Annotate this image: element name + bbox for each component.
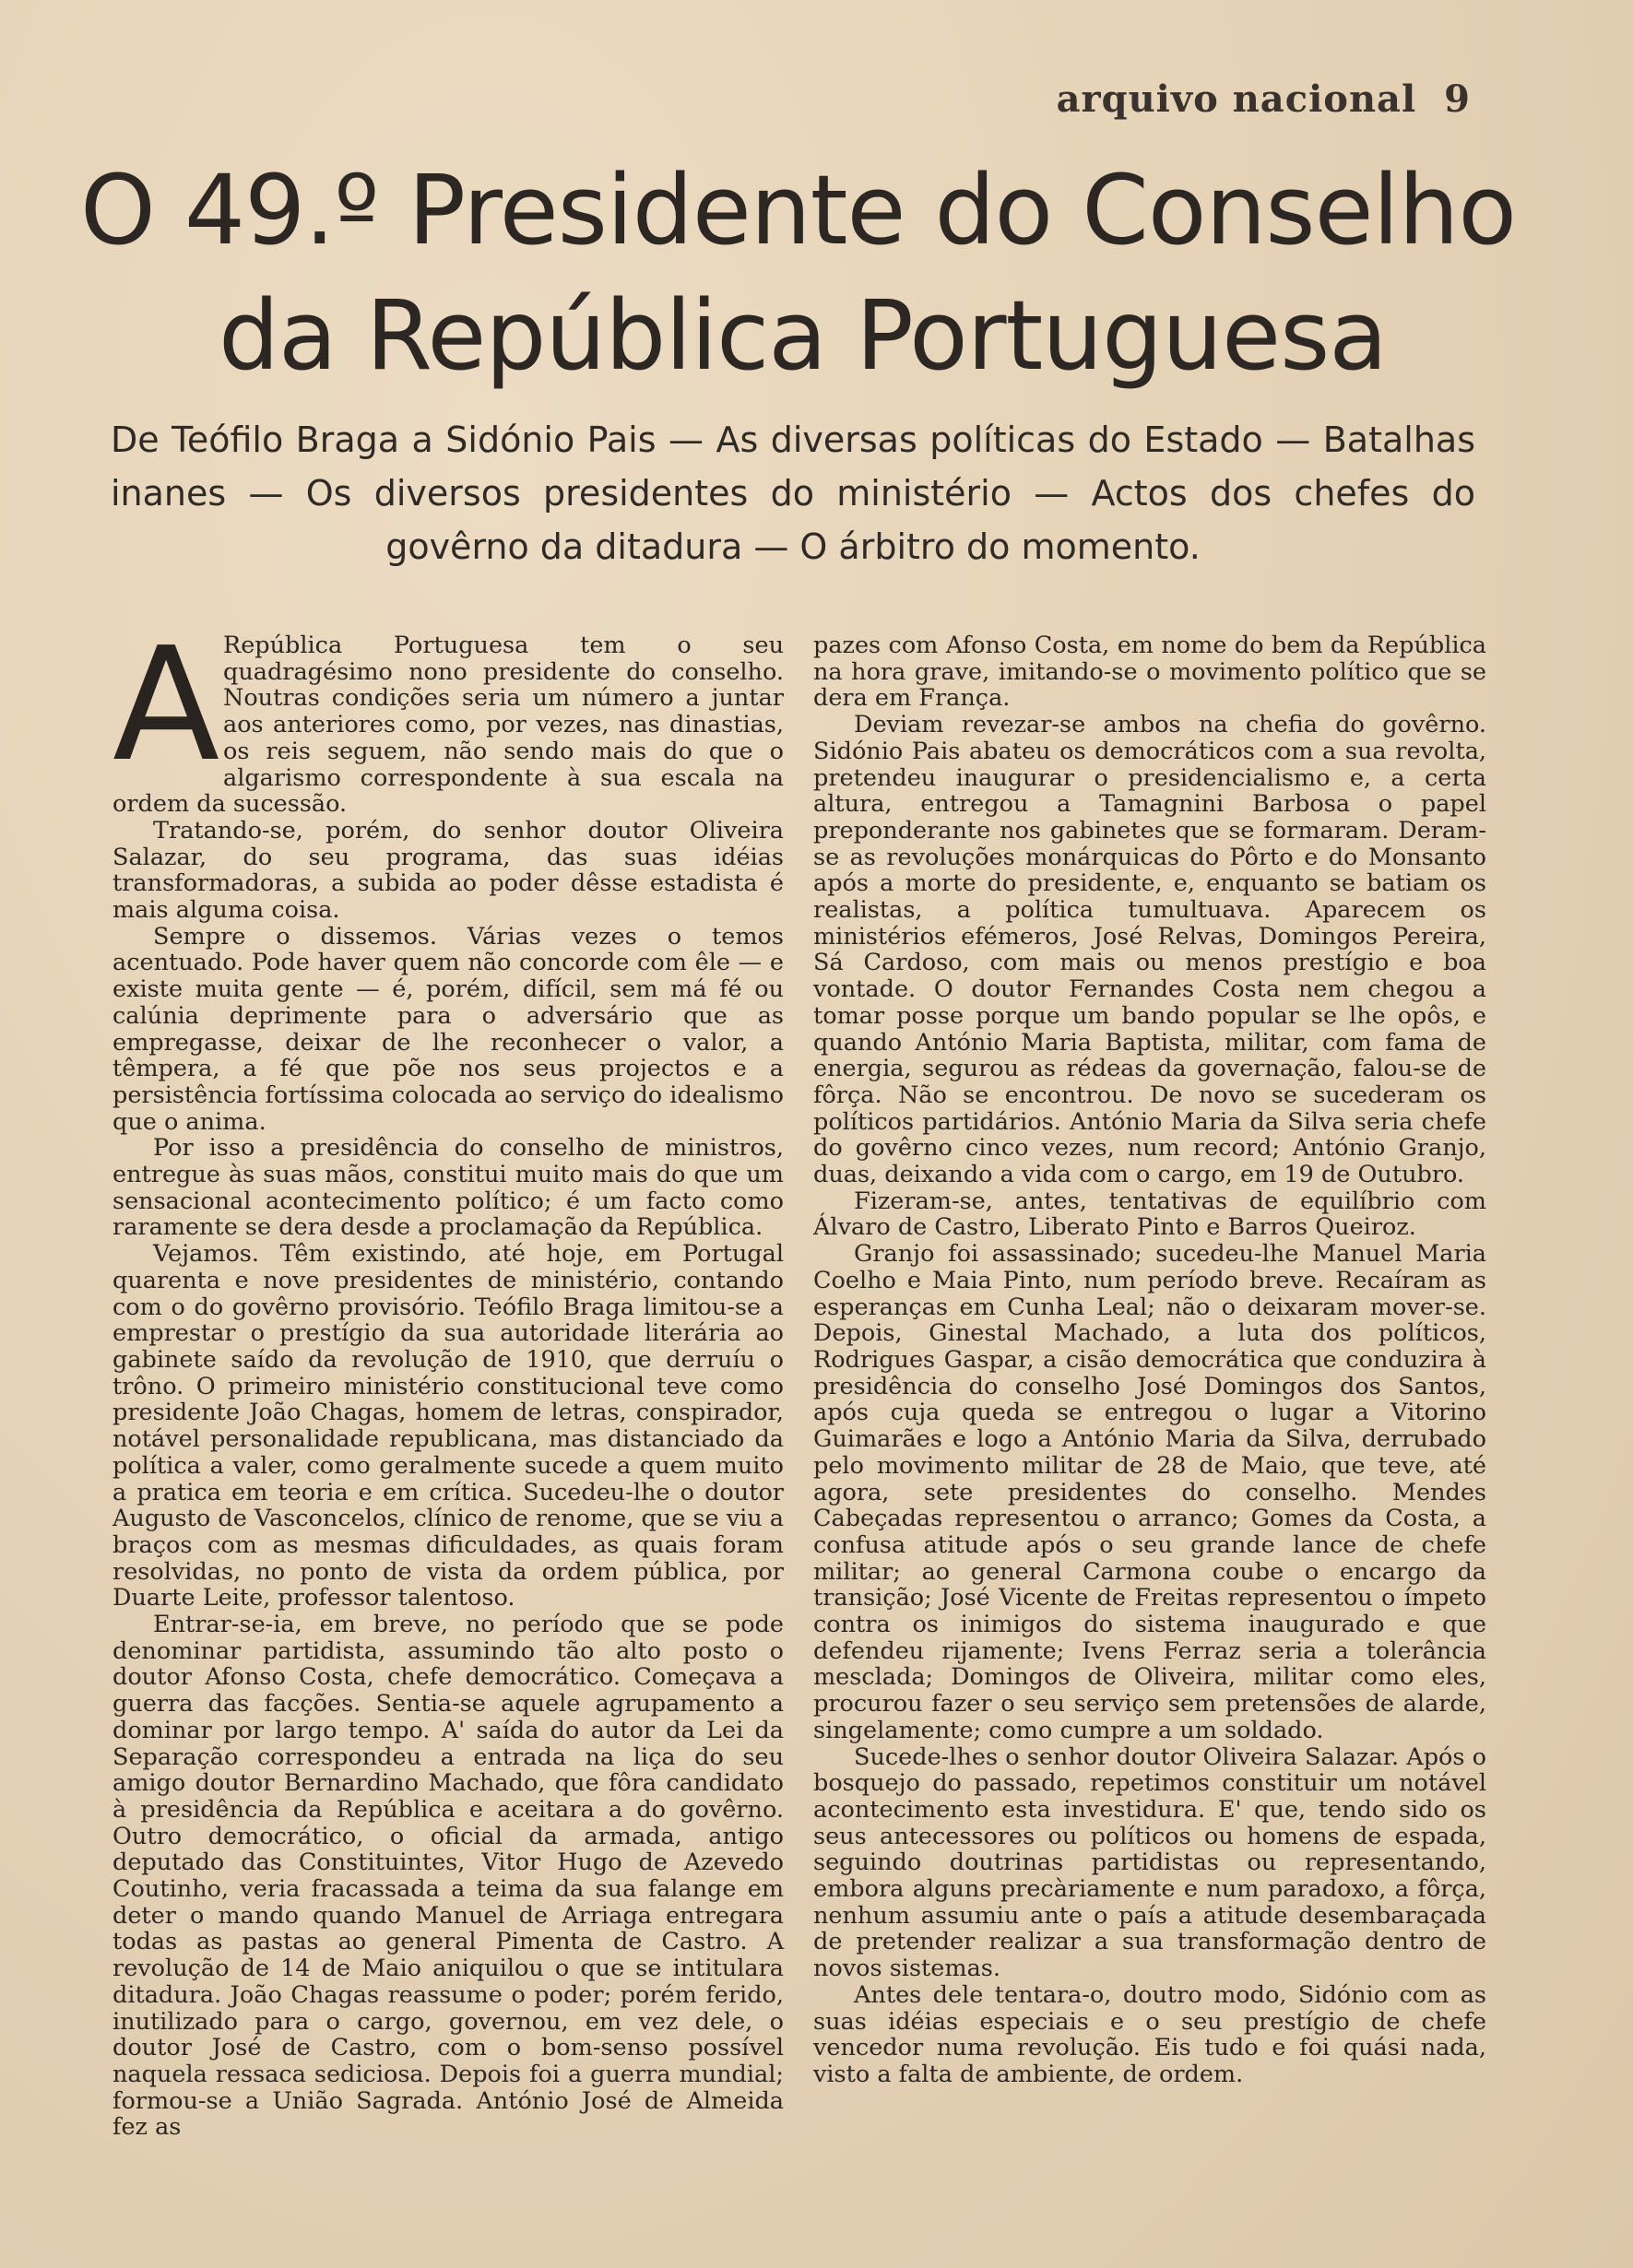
paragraph: pazes com Afonso Costa, em nome do bem da República na hora grave, imitando-se o movimento político que se dera em França. <box>813 632 1486 713</box>
paragraph: Entrar-se-ia, em breve, no período que se pode denominar partidista, assumindo tão alto posto o doutor Afonso Costa, chefe democrático. Começava a guerra das facções. Sentia-se aquele agrupamento a dominar por largo tempo. A' saída do autor da Lei da Separação correspondeu a entrada na liça do seu amigo doutor Bernardino Machado, que fôra candidato à presidência da República e aceitara a do govêrno. Outro democrático, o oficial da armada, antigo deputado das Constituintes, Vitor Hugo de Azevedo Coutinho, veria fracassada a teima da sua falange em deter o mando quando Manuel de Arriaga entregara todas as pastas ao general Pimenta de Castro. A revolução de 14 de Maio aniquilou o que se intitulara ditadura. João Chagas reassume o poder; porém ferido, inutilizado para o cargo, governou, em vez dele, o doutor José de Castro, com o bom-senso possível naquela ressaca sediciosa. Depois foi a guerra mundial; formou-se a União Sagrada. António José de Almeida fez as <box>112 1611 784 2142</box>
drop-cap: A <box>112 614 220 797</box>
paragraph: Granjo foi assassinado; sucedeu-lhe Manuel Maria Coelho e Maia Pinto, num período breve. Recaíram as esperanças em Cunha Leal; não o deixaram mover-se. Depois, Ginestal Machado, a luta dos políticos, Rodrigues Gaspar, a cisão democrática que conduzira à presidência do conselho José Domingos dos Santos, após cuja queda se entregou o lugar a Vitorino Guimarães e logo a António Maria da Silva, derrubado pelo movimento militar de 28 de Maio, que teve, até agora, sete presidentes do conselho. Mendes Cabeçadas representou o arranco; Gomes da Costa, a confusa atitude após o seu grande lance de chefe militar; ao general Carmona coube o encargo da transição; José Vicente de Freitas representou o ímpeto contra os inimigos do sistema inaugurado e que defendeu rijamente; Ivens Ferraz seria a tolerância mesclada; Domingos de Oliveira, militar como eles, procurou fazer o seu serviço sem pretensões de alarde, singelamente; como cumpre a um soldado. <box>813 1240 1486 1744</box>
paragraph: Sempre o dissemos. Várias vezes o temos acentuado. Pode haver quem não concorde com êle — e existe muita gente — é, porém, difícil, sem má fé ou calúnia deprimente para o adversário que as empregasse, deixar de lhe reconhecer o valor, a têmpera, a fé que põe nos seus projectos e a persistência fortíssima colocada ao serviço do idealismo que o anima. <box>112 922 784 1136</box>
running-head <box>1057 77 1471 121</box>
paragraph: Fizeram-se, antes, tentativas de equilíbrio com Álvaro de Castro, Liberato Pinto e Barros Queiroz. <box>813 1187 1486 1242</box>
publication-name: arquivo nacional <box>1056 77 1417 121</box>
article-column-right <box>813 632 1486 2088</box>
paragraph <box>112 614 784 819</box>
paragraph: Por isso a presidência do conselho de ministros, entregue às suas mãos, constitui muito mais do que um sensacional acontecimento político; é um facto como raramente se dera desde a proclamação da República. <box>112 1134 784 1242</box>
paragraph: Tratando-se, porém, do senhor doutor Oliveira Salazar, do seu programa, das suas idéias transformadoras, a subida ao poder dêsse estadista é mais alguma coisa. <box>112 816 784 925</box>
paragraph: Sucede-lhes o senhor doutor Oliveira Salazar. Após o bosquejo do passado, repetimos constituir um notável acontecimento esta investidura. E' que, tendo sido os seus antecessores ou políticos ou homens de espada, seguindo doutrinas partidistas ou representando, embora alguns precàriamente e num paradoxo, a fôrça, nenhum assumiu ante o país a atitude desembaraçada de pretender realizar a sua transformação dentro de novos sistemas. <box>813 1742 1486 1983</box>
article-title-line-1: O 49.º Presidente do Conselho <box>80 154 1516 266</box>
article-subtitle: De Teófilo Braga a Sidónio Pais — As diversas políticas do Estado — Batalhas inanes — Os diversos presidentes do ministério — Actos dos chefes do govêrno da ditadura — O árbitro do momento. <box>111 419 1475 567</box>
article-title-line-2: da República Portuguesa <box>219 279 1387 392</box>
paragraph: Antes dele tentara-o, doutro modo, Sidónio com as suas idéias especiais e o seu prestígio de chefe vencedor numa revolução. Eis tudo e foi quási nada, visto a falta de ambiente, de ordem. <box>813 1980 1486 2088</box>
article-title <box>0 148 1633 398</box>
paragraph-text: República Portuguesa tem o seu quadragésimo nono presidente do conselho. Noutras condições seria um número a juntar aos anteriores como, por vezes, nas dinastias, os reis seguem, não sendo mais do que o algarismo correspondente à sua escala na ordem da sucessão. <box>112 632 784 819</box>
paragraph: Vejamos. Têm existindo, até hoje, em Portugal quarenta e nove presidentes de ministério, contando com o do govêrno provisório. Teófilo Braga limitou-se a emprestar o prestígio da sua autoridade literária ao gabinete saído da revolução de 1910, que derruíu o trôno. O primeiro ministério constitucional teve como presidente João Chagas, homem de letras, conspirador, notável personalidade republicana, mas distanciado da política a valer, como geralmente sucede a quem muito a pratica em teoria e em crítica. Sucedeu-lhe o doutor Augusto de Vasconcelos, clínico de renome, que se viu a braços com as mesmas dificuldades, as quais foram resolvidas, no ponto de vista da ordem pública, por Duarte Leite, professor talentoso. <box>112 1240 784 1612</box>
article-column-left <box>112 614 784 2142</box>
paragraph: Deviam revezar-se ambos na chefia do govêrno. Sidónio Pais abateu os democráticos com a sua revolta, pretendeu inaugurar o presidencialismo e, a certa altura, entregou a Tamagnini Barbosa o papel preponderante nos gabinetes que se formaram. Deram-se as revoluções monárquicas do Pôrto e do Monsanto após a morte do presidente, e, enquanto se batiam os realistas, a política tumultuava. Aparecem os ministérios efémeros, José Relvas, Domingos Pereira, Sá Cardoso, com mais ou menos prestígio e boa vontade. O doutor Fernandes Costa nem chegou a tomar posse porque um bando popular se lhe opôs, e quando António Maria Baptista, militar, com fama de energia, segurou as rédeas da governação, falou-se de fôrça. Não se encontrou. De novo se sucederam os políticos partidários. António Maria da Silva seria chefe do govêrno cinco vezes, num record; António Granjo, duas, deixando a vida com o cargo, em 19 de Outubro. <box>813 711 1486 1189</box>
page-number: 9 <box>1444 77 1471 121</box>
